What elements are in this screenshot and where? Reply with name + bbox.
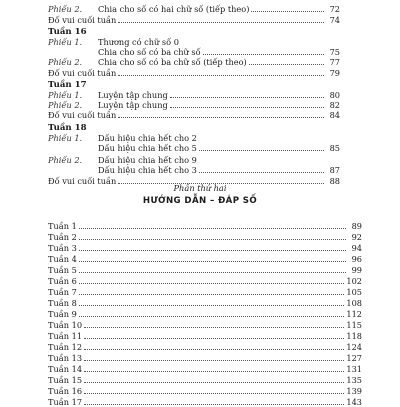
sheet-label: Phiếu 2. xyxy=(48,4,83,14)
answer-entry xyxy=(48,309,362,319)
toc-entry xyxy=(98,143,340,153)
page-number: 84 xyxy=(329,110,340,120)
page-number: 74 xyxy=(329,15,340,25)
entry-title: Luyện tập chung xyxy=(98,100,168,110)
page-number: 96 xyxy=(351,254,362,264)
dot-leader xyxy=(84,332,344,339)
dot-leader xyxy=(84,398,344,405)
week-heading: Tuần 17 xyxy=(48,80,87,90)
dot-leader xyxy=(249,58,324,65)
page-number: 79 xyxy=(329,68,340,78)
entry-title: Tuần 8 xyxy=(48,298,77,308)
entry-title: Đố vui cuối tuần xyxy=(48,68,117,78)
entry-title: Tuần 3 xyxy=(48,243,77,253)
dot-leader xyxy=(118,111,324,118)
entry-title: Chia cho số có ba chữ số (tiếp theo) xyxy=(98,57,247,67)
entry-title: Tuần 4 xyxy=(48,254,77,264)
page-number: 99 xyxy=(351,265,362,275)
dot-leader xyxy=(79,233,346,240)
page-number: 89 xyxy=(351,221,362,231)
page-number: 85 xyxy=(329,143,340,153)
dot-leader xyxy=(84,321,344,328)
entry-title: Tuần 2 xyxy=(48,232,77,242)
answer-entry xyxy=(48,254,362,264)
page-number: 82 xyxy=(329,100,340,110)
page-number: 105 xyxy=(346,287,362,297)
page-number: 94 xyxy=(351,243,362,253)
dot-leader xyxy=(84,387,344,394)
entry-title: Tuần 6 xyxy=(48,276,77,286)
entry-title: Tuần 9 xyxy=(48,309,77,319)
sheet-label: Phiếu 2. xyxy=(48,100,83,110)
entry-title: Tuần 1 xyxy=(48,221,77,231)
entry-title: Dấu hiệu chia hết cho 2 xyxy=(98,133,197,143)
answer-entry xyxy=(48,243,362,253)
part-heading: Phần thứ hai xyxy=(173,183,227,193)
answer-entry xyxy=(48,287,362,297)
toc-entry xyxy=(48,133,340,143)
sheet-label: Phiếu 1. xyxy=(48,90,83,100)
answer-entry xyxy=(48,320,362,330)
dot-leader xyxy=(118,16,324,23)
entry-title: Tuần 16 xyxy=(48,386,83,396)
sheet-label: Phiếu 1. xyxy=(48,37,83,47)
entry-title: Dấu hiệu chia hết cho 9 xyxy=(98,155,197,165)
dot-leader xyxy=(84,376,344,383)
toc-entry xyxy=(48,100,340,110)
answer-entry xyxy=(48,276,362,286)
entry-title: Tuần 7 xyxy=(48,287,77,297)
dot-leader xyxy=(84,354,344,361)
page-number: 124 xyxy=(346,342,362,352)
page-number: 127 xyxy=(346,353,362,363)
dot-leader xyxy=(79,277,345,284)
dot-leader xyxy=(199,144,324,151)
entry-title: Đố vui cuối tuần xyxy=(48,110,117,120)
dot-leader xyxy=(79,310,345,317)
dot-leader xyxy=(118,69,324,76)
page-number: 143 xyxy=(346,397,362,407)
answer-entry xyxy=(48,331,362,341)
answer-entry xyxy=(48,375,362,385)
sheet-label: Phiếu 2. xyxy=(48,155,83,165)
dot-leader xyxy=(79,255,346,262)
page-number: 72 xyxy=(329,4,340,14)
section-title: HƯỚNG DẪN – ĐÁP SỐ xyxy=(142,196,258,206)
week-heading: Tuần 18 xyxy=(48,123,87,133)
entry-title: Tuần 12 xyxy=(48,342,83,352)
entry-title: Tuần 5 xyxy=(48,265,77,275)
toc-entry xyxy=(98,47,340,57)
entry-title: Tuần 13 xyxy=(48,353,83,363)
toc-entry xyxy=(48,155,340,165)
page-number: 77 xyxy=(329,57,340,67)
page-number: 118 xyxy=(346,331,362,341)
page-number: 87 xyxy=(329,165,340,175)
page-number: 75 xyxy=(329,47,340,57)
dot-leader xyxy=(79,244,346,251)
dot-leader xyxy=(84,343,344,350)
page-number: 102 xyxy=(346,276,362,286)
answer-entry xyxy=(48,364,362,374)
entry-title: Tuần 17 xyxy=(48,397,83,407)
toc-entry xyxy=(48,57,340,67)
toc-entry xyxy=(98,165,340,175)
dot-leader xyxy=(199,166,324,173)
entry-title: Chia cho số có ba chữ số xyxy=(98,47,201,57)
dot-leader xyxy=(79,222,346,229)
dot-leader xyxy=(79,299,345,306)
answer-entry xyxy=(48,386,362,396)
entry-title: Dấu hiệu chia hết cho 5 xyxy=(98,143,197,153)
page-number: 80 xyxy=(329,90,340,100)
page-number: 115 xyxy=(346,320,362,330)
sheet-label: Phiếu 2. xyxy=(48,57,83,67)
entry-title: Đố vui cuối tuần xyxy=(48,176,117,186)
dot-leader xyxy=(84,365,344,372)
dot-leader xyxy=(79,266,346,273)
week-heading: Tuần 16 xyxy=(48,27,87,37)
entry-title: Tuần 14 xyxy=(48,364,83,374)
entry-title: Tuần 15 xyxy=(48,375,83,385)
toc-entry xyxy=(48,68,340,78)
answer-entry xyxy=(48,232,362,242)
page-number: 131 xyxy=(346,364,362,374)
entry-title: Tuần 11 xyxy=(48,331,83,341)
sheet-label: Phiếu 1. xyxy=(48,133,83,143)
toc-entry xyxy=(48,15,340,25)
answer-entry xyxy=(48,265,362,275)
dot-leader xyxy=(170,101,324,108)
answer-entry xyxy=(48,298,362,308)
entry-title: Chia cho số có hai chữ số (tiếp theo) xyxy=(98,4,250,14)
toc-entry xyxy=(48,90,340,100)
answer-entry xyxy=(48,221,362,231)
answer-entry xyxy=(48,342,362,352)
page-number: 108 xyxy=(346,298,362,308)
page-number: 88 xyxy=(329,176,340,186)
dot-leader xyxy=(203,48,324,55)
entry-title: Luyện tập chung xyxy=(98,90,168,100)
page-number: 92 xyxy=(351,232,362,242)
entry-title: Tuần 10 xyxy=(48,320,83,330)
toc-entry xyxy=(48,4,340,14)
entry-title: Thương có chữ số 0 xyxy=(98,37,179,47)
entry-title: Đố vui cuối tuần xyxy=(48,15,117,25)
dot-leader xyxy=(170,91,324,98)
page-number: 135 xyxy=(346,375,362,385)
dot-leader xyxy=(251,5,324,12)
answer-entry xyxy=(48,353,362,363)
page-number: 139 xyxy=(346,386,362,396)
entry-title: Dấu hiệu chia hết cho 3 xyxy=(98,165,197,175)
page-number: 112 xyxy=(346,309,362,319)
dot-leader xyxy=(79,288,345,295)
toc-entry xyxy=(48,37,340,47)
answer-entry xyxy=(48,397,362,407)
toc-entry xyxy=(48,110,340,120)
